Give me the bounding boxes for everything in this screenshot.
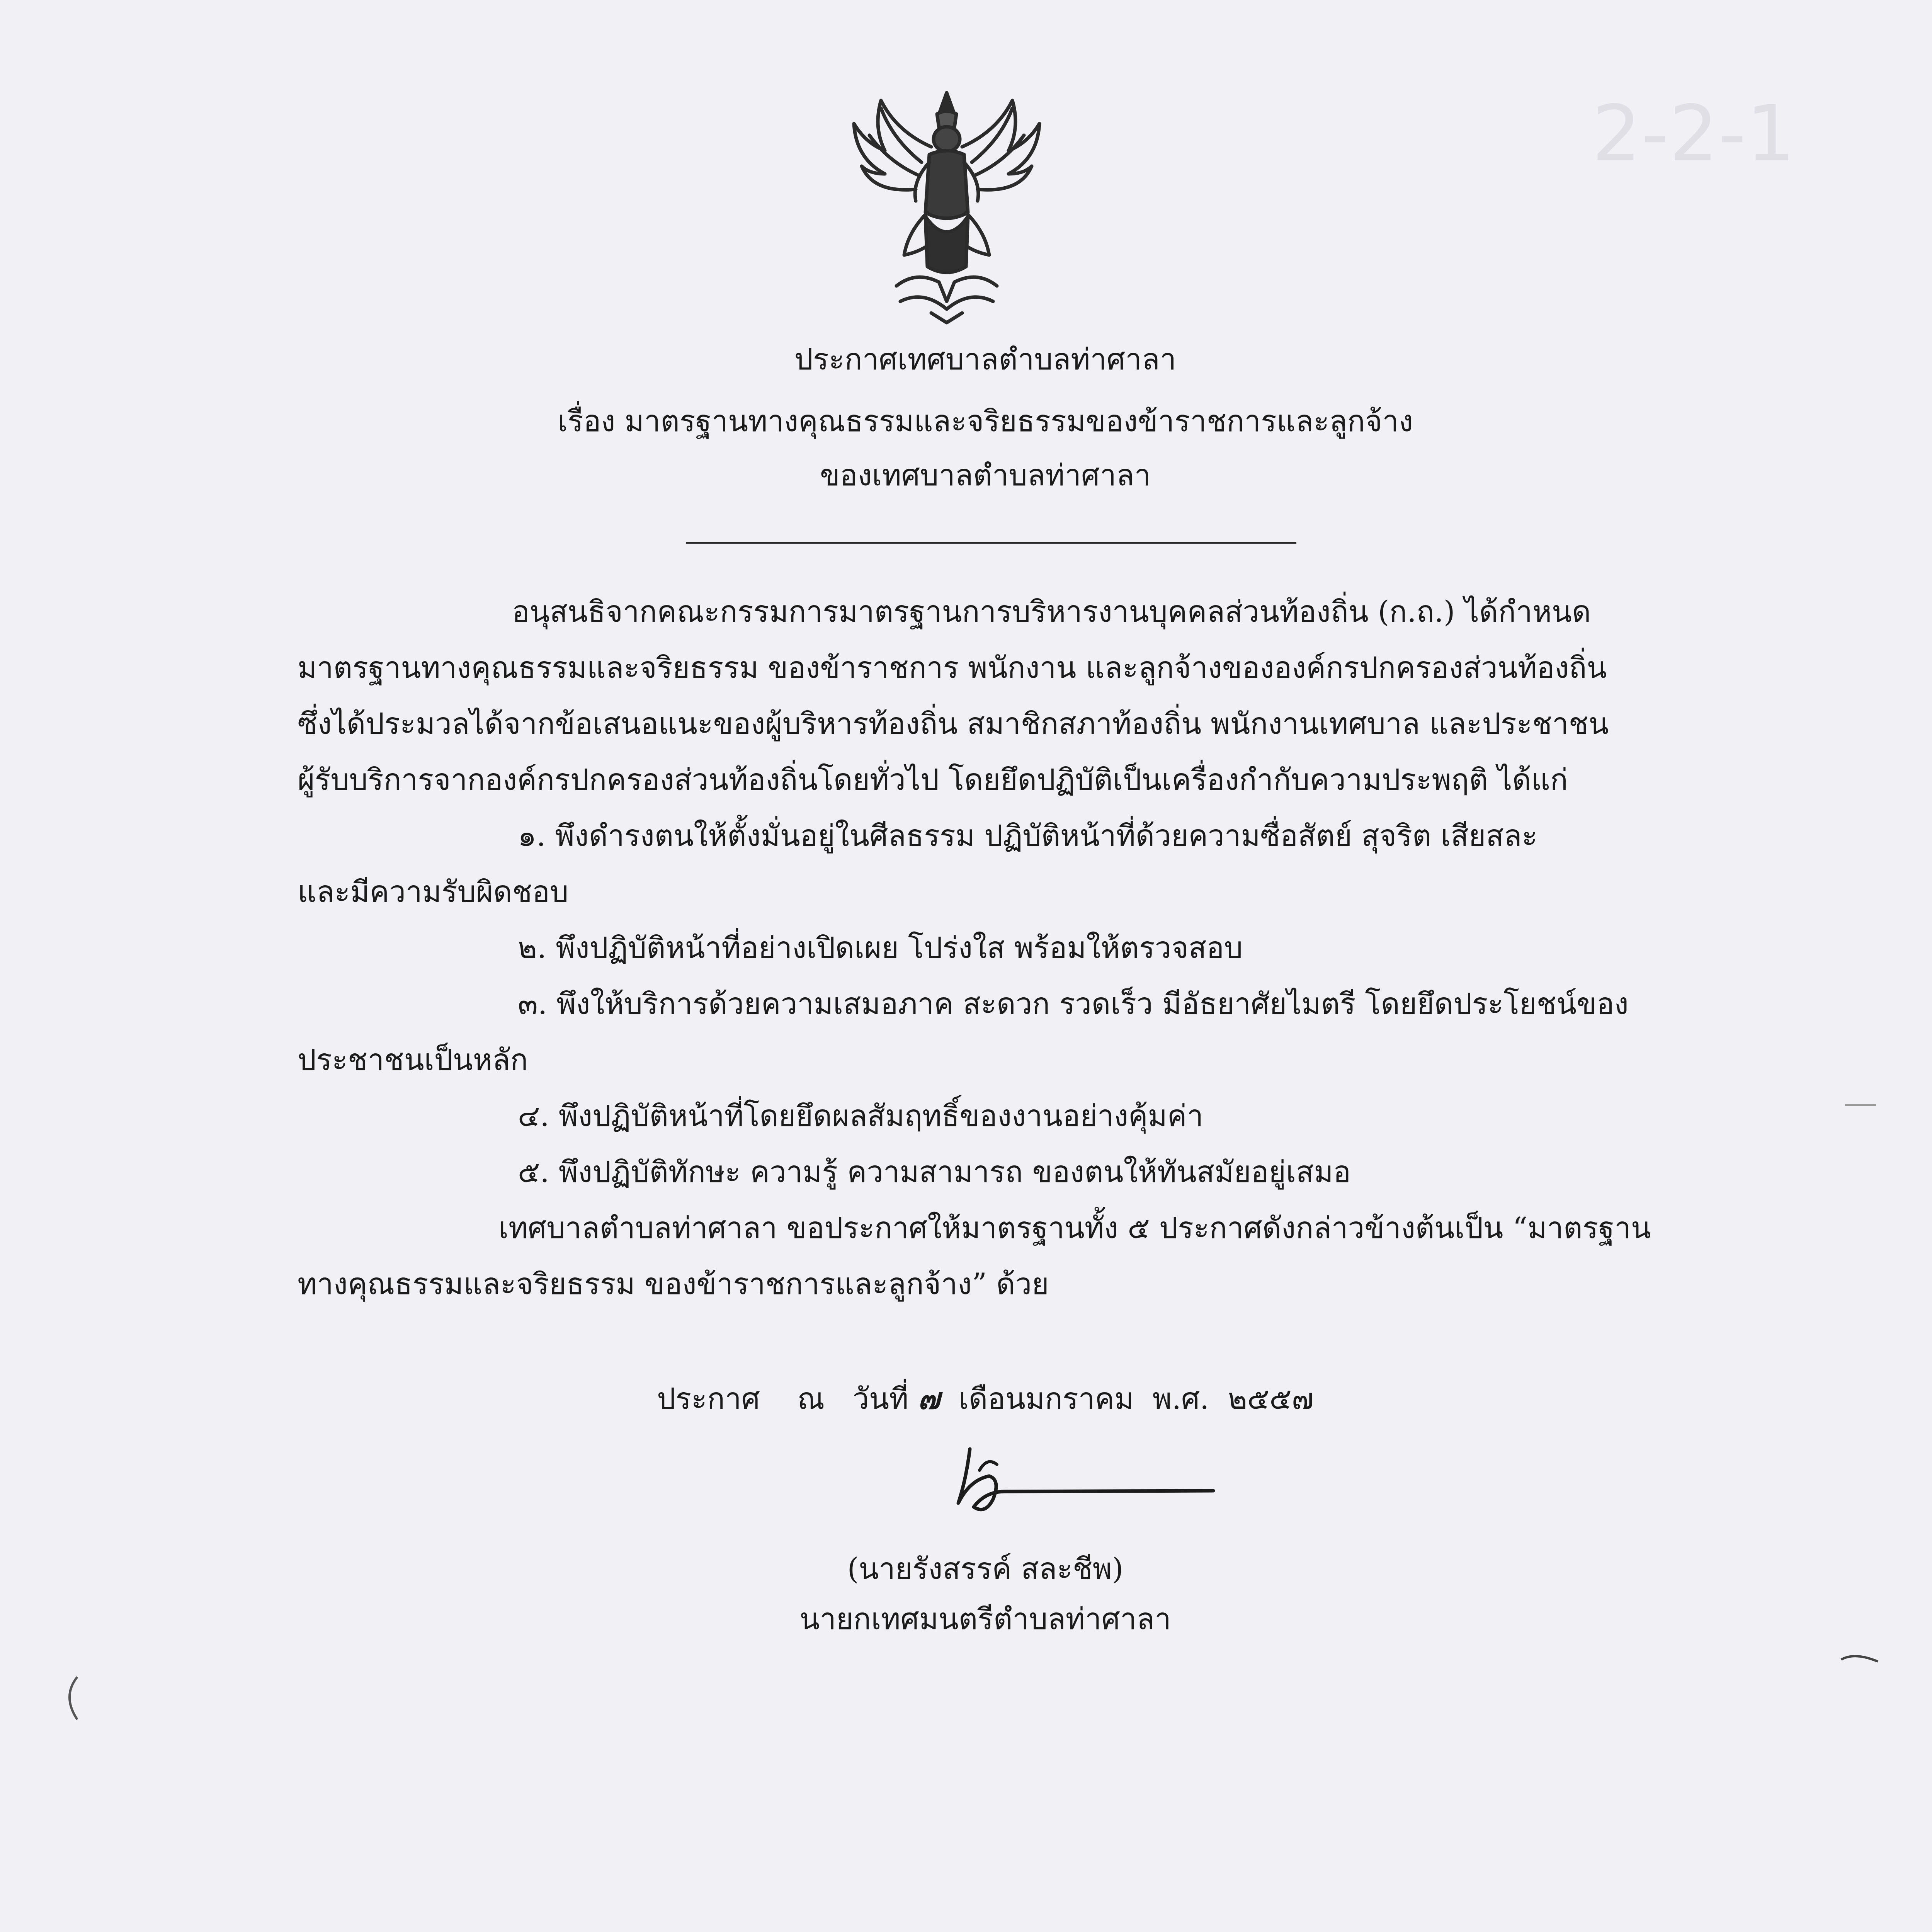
margin-dash-icon [1839, 1650, 1882, 1665]
closing-line-2: ทางคุณธรรมและจริยธรรม ของข้าราชการและลูกจ้าง” ด้วย [298, 1267, 1049, 1301]
date-day: ๗ [918, 1381, 940, 1416]
standard-item-3-continued: ประชาชนเป็นหลัก [298, 1043, 528, 1077]
announcement-date [0, 1379, 1932, 1418]
pencil-mark: 2-2-1 [1592, 89, 1796, 179]
intro-text-1: อนุสนธิจากคณะกรรมการมาตรฐานการบริหารงานบุคคลส่วนท้องถิ่น (ก.ถ.) ได้กำหนด [512, 594, 1591, 629]
date-prefix: ประกาศ ณ วันที่ [657, 1381, 918, 1416]
standard-item-1: ๑. พึงดำรงตนให้ตั้งมั่นอยู่ในศีลธรรม ปฏิบัติหน้าที่ด้วยความซื่อสัตย์ สุจริต เสียสละ [518, 818, 1538, 853]
signatory-position: นายกเทศมนตรีตำบลท่าศาลา [799, 1602, 1171, 1636]
margin-dash-icon [1843, 1101, 1878, 1109]
handwritten-signature [943, 1434, 1221, 1534]
closing-line-1: เทศบาลตำบลท่าศาลา ขอประกาศให้มาตรฐานทั้ง ๕ ประกาศดังกล่าวข้างต้นเป็น “มาตรฐาน [498, 1211, 1651, 1245]
announcement-title: ประกาศเทศบาลตำบลท่าศาลา [794, 342, 1177, 376]
standard-item-1-continued: และมีความรับผิดชอบ [298, 874, 569, 909]
intro-line-2: มาตรฐานทางคุณธรรมและจริยธรรม ของข้าราชการ พนักงาน และลูกจ้างขององค์กรปกครองส่วนท้องถิ่น [298, 650, 1607, 685]
garuda-emblem-icon [838, 85, 1055, 325]
announcement-subject-continued: ของเทศบาลตำบลท่าศาลา [820, 458, 1151, 492]
standard-item-5: ๕. พึงปฏิบัติทักษะ ความรู้ ความสามารถ ของตนให้ทันสมัยอยู่เสมอ [518, 1155, 1351, 1189]
intro-line-3: ซึ่งได้ประมวลได้จากข้อเสนอแนะของผู้บริหารท้องถิ่น สมาชิกสภาท้องถิ่น พนักงานเทศบาล และประชาชน [298, 706, 1609, 741]
signatory-name: (นายรังสรรค์ สละชีพ) [847, 1551, 1124, 1586]
announcement-subject: เรื่อง มาตรฐานทางคุณธรรมและจริยธรรมของข้าราชการและลูกจ้าง [557, 404, 1413, 438]
intro-line-4: ผู้รับบริการจากองค์กรปกครองส่วนท้องถิ่นโดยทั่วไป โดยยึดปฏิบัติเป็นเครื่องกำกับความประพฤติ ได้แก่ [298, 762, 1568, 797]
header-divider [686, 542, 1296, 544]
intro-line-1 [298, 583, 1658, 639]
date-suffix: เดือนมกราคม พ.ศ. ๒๕๕๗ [940, 1381, 1314, 1416]
standard-item-2: ๒. พึงปฏิบัติหน้าที่อย่างเปิดเผย โปร่งใส พร้อมให้ตรวจสอบ [518, 930, 1243, 965]
standard-item-3: ๓. พึงให้บริการด้วยความเสมอภาค สะดวก รวดเร็ว มีอัธยาศัยไมตรี โดยยึดประโยชน์ของ [518, 986, 1629, 1021]
standard-item-4: ๔. พึงปฏิบัติหน้าที่โดยยึดผลสัมฤทธิ์ของงานอย่างคุ้มค่า [518, 1099, 1204, 1133]
margin-mark-icon [58, 1673, 81, 1723]
